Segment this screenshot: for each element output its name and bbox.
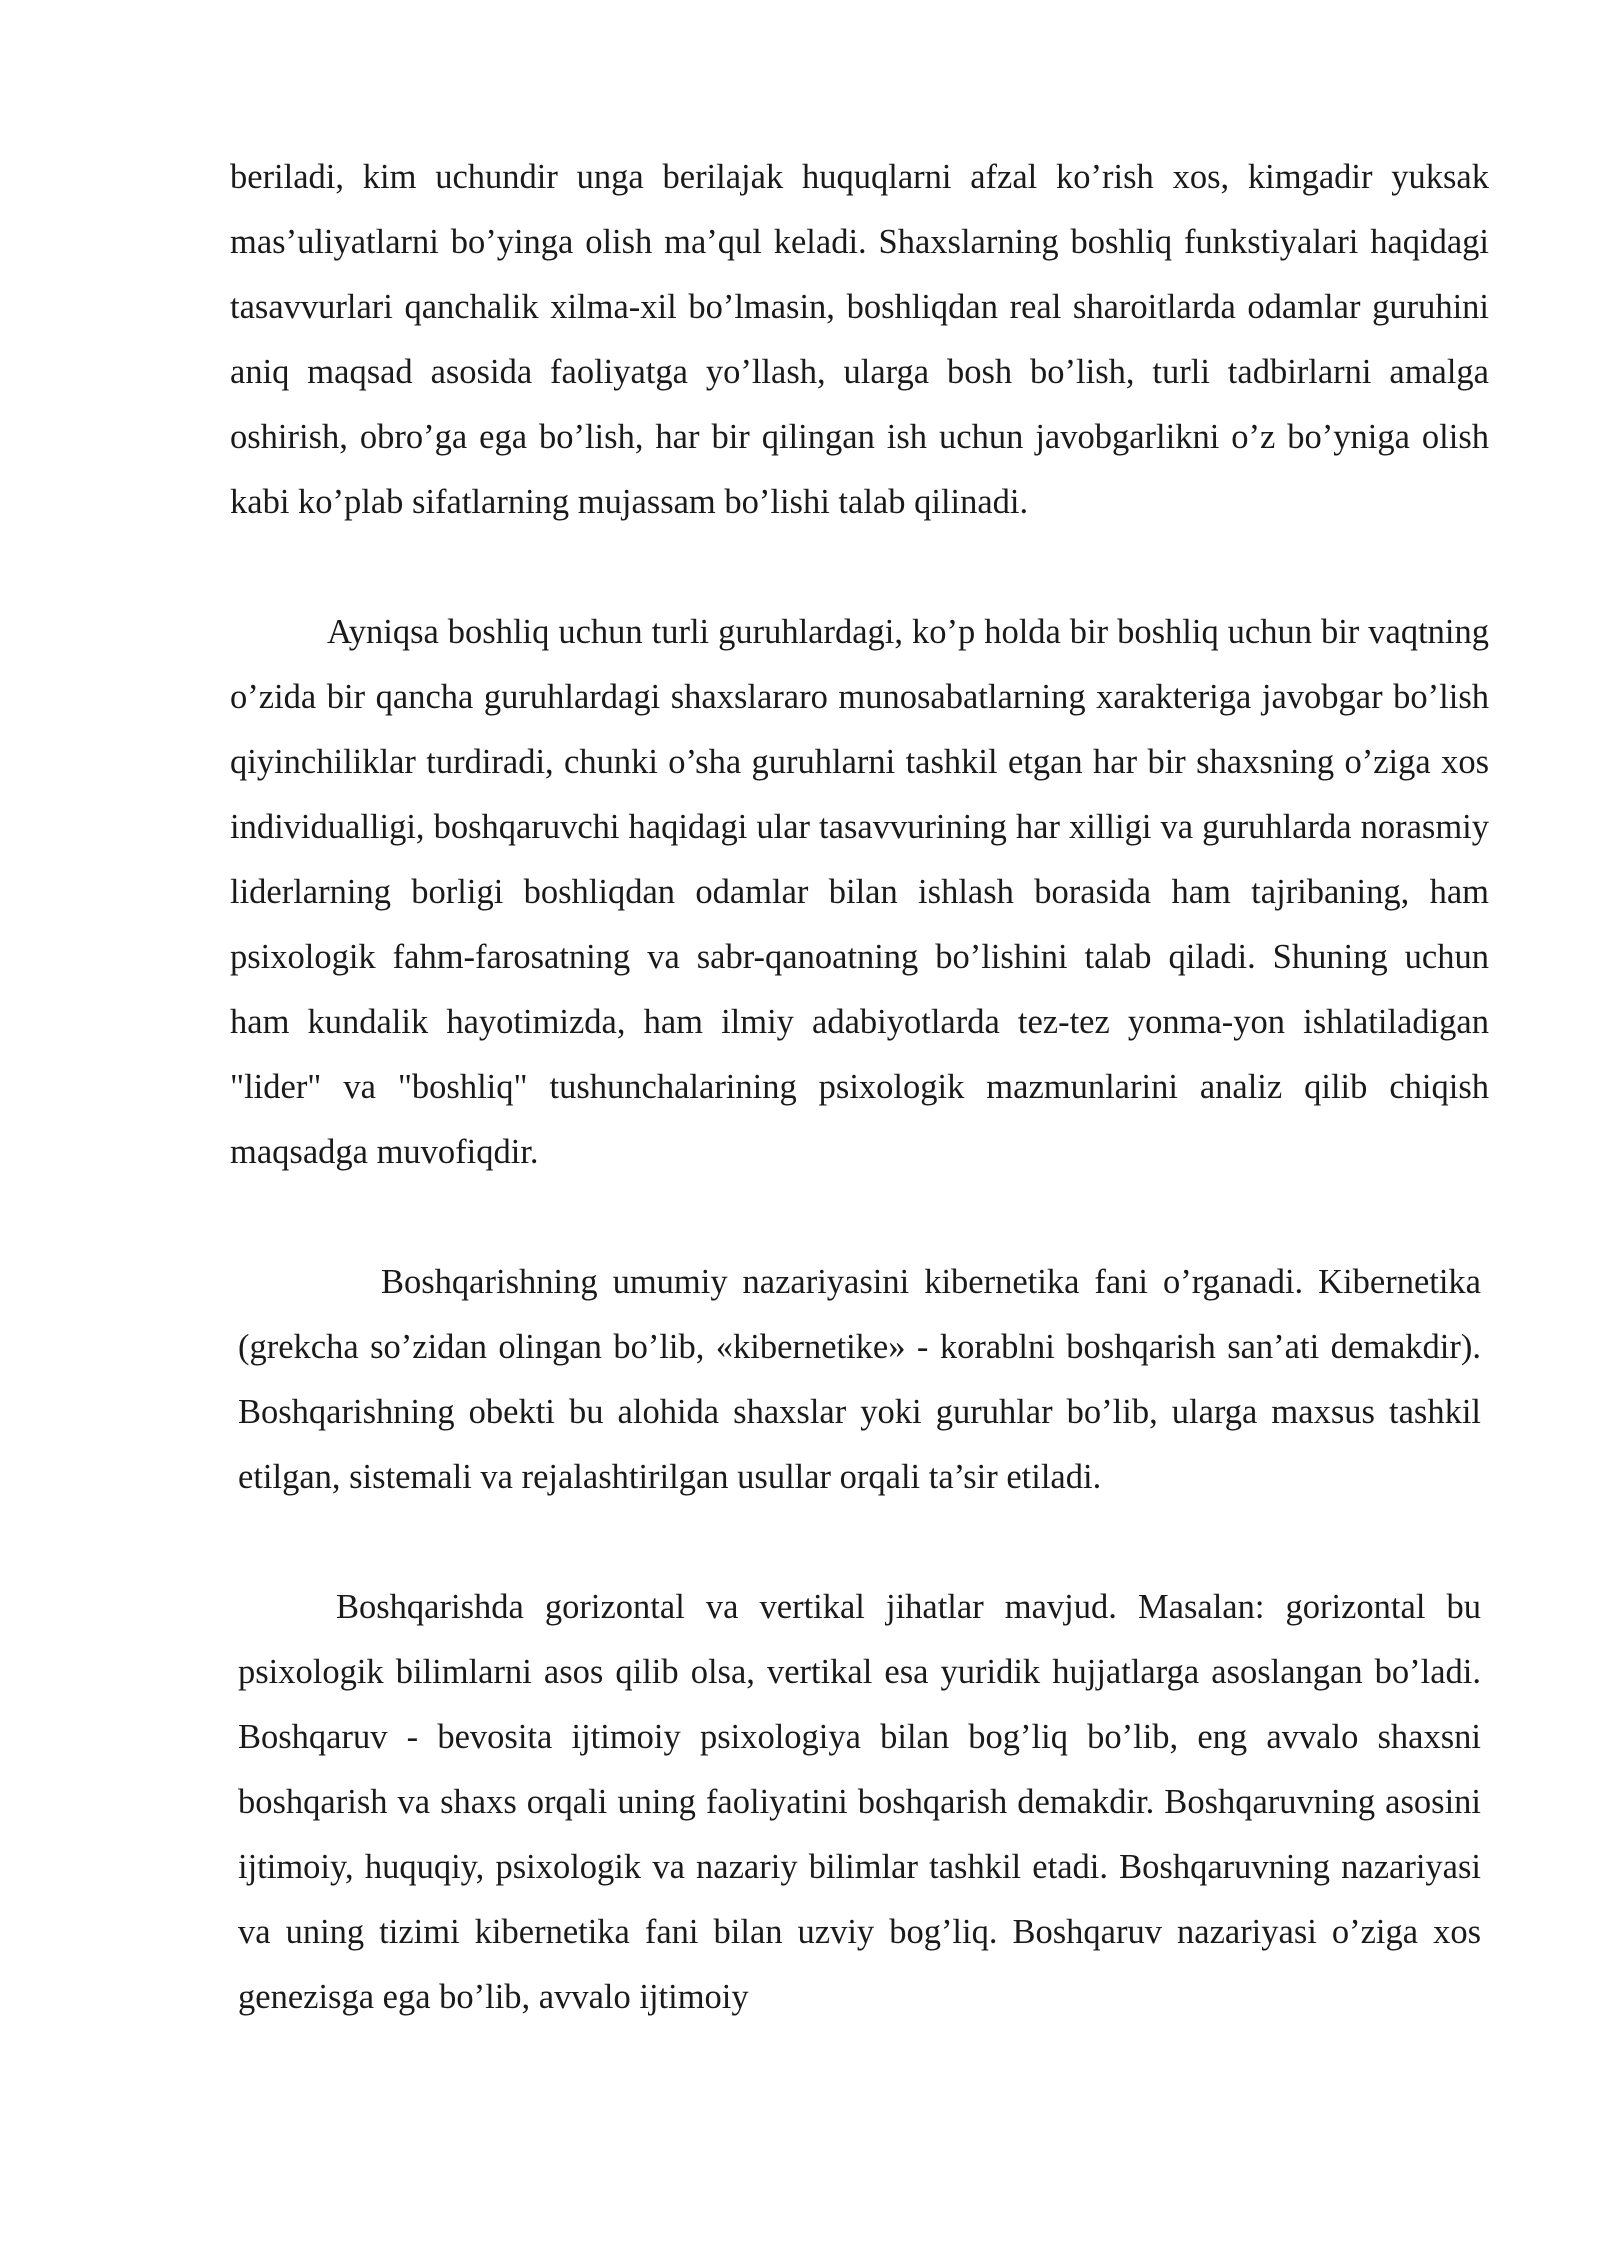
paragraph-3 — [238, 1250, 1481, 1510]
paragraph-1-text: beriladi, kim uchundir unga berilajak huquqlarni afzal ko’rish xos, kimgadir yuksak mas’uliyatlarni bo’yinga olish ma’qul keladi. Shaxslarning boshliq funkstiyalari haqidagi tasavvurlari qanchalik xilma-xil bo’lmasin, boshliqdan real sharoitlarda odamlar guruhini aniq maqsad asosida faoliyatga yo’llash, ularga bosh bo’lish, turli tadbirlarni amalga oshirish, obro’ga ega bo’lish, har bir qilingan ish uchun javobgarlikni o’z bo’yniga olish kabi ko’plab sifatlarning mujassam bo’lishi talab qilinadi. — [230, 158, 1489, 521]
paragraph-2-text: Ayniqsa boshliq uchun turli guruhlardagi, ko’p holda bir boshliq uchun bir vaqtning o’zida bir qancha guruhlardagi shaxslararo munosabatlarning xarakteriga javobgar bo’lish qiyinchiliklar turdiradi, chunki o’sha guruhlarni tashkil etgan har bir shaxsning o’ziga xos individualligi, boshqaruvchi haqidagi ular tasavvurining har xilligi va guruhlarda norasmiy liderlarning borligi boshliqdan odamlar bilan ishlash borasida ham tajribaning, ham psixologik fahm-farosatning va sabr-qanoatning bo’lishini talab qiladi. Shuning uchun ham kundalik hayotimizda, ham ilmiy adabiyotlarda tez-tez yonma-yon ishlatiladigan "lider" va "boshliq" tushunchalarining psixologik mazmunlarini analiz qilib chiqish maqsadga muvofiqdir. — [230, 613, 1489, 1171]
paragraph-3-text: Boshqarishning umumiy nazariyasini kibernetika fani o’rganadi. Kibernetika (grekcha so’zidan olingan bo’lib, «kibernetike» - korablni boshqarish san’ati demakdir). Boshqarishning obekti bu alohida shaxslar yoki guruhlar bo’lib, ularga maxsus tashkil etilgan, sistemali va rejalashtirilgan usullar orqali ta’sir etiladi. — [238, 1263, 1481, 1496]
paragraph-continuation — [230, 145, 1489, 535]
paragraph-2 — [230, 600, 1489, 1185]
paragraph-4-text: Boshqarishda gorizontal va vertikal jihatlar mavjud. Masalan: gorizontal bu psixologik bilimlarni asos qilib olsa, vertikal esa yuridik hujjatlarga asoslangan bo’ladi. Boshqaruv - bevosita ijtimoiy psixologiya bilan bog’liq bo’lib, eng avvalo shaxsni boshqarish va shaxs orqali uning faoliyatini boshqarish demakdir. Boshqaruvning asosini ijtimoiy, huquqiy, psixologik va nazariy bilimlar tashkil etadi. Boshqaruvning nazariyasi va uning tizimi kibernetika fani bilan uzviy bog’liq. Boshqaruv nazariyasi o’ziga xos genezisga ega bo’lib, avvalo ijtimoiy — [238, 1588, 1481, 2016]
paragraph-4 — [238, 1575, 1481, 2030]
